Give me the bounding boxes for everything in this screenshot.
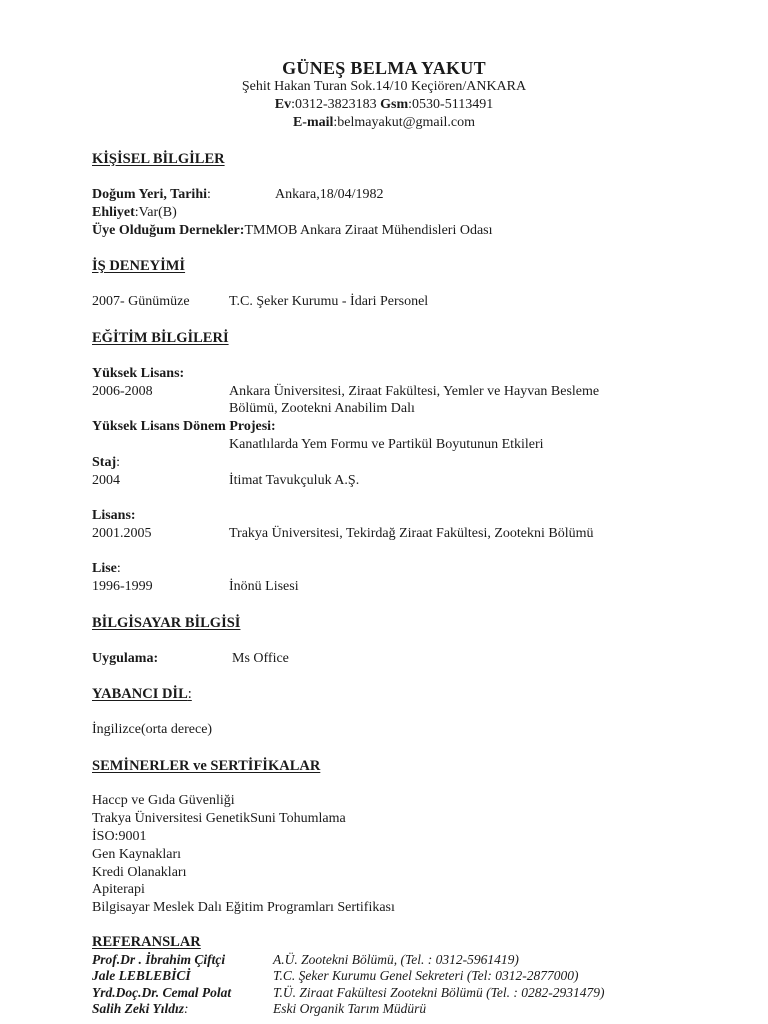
ms-school: Ankara Üniversitesi, Ziraat Fakültesi, Yemler ve Hayvan Besleme (229, 384, 600, 399)
reference-name: Jale LEBLEBİCİ (92, 968, 191, 983)
internship-colon: : (116, 455, 121, 470)
birth-colon: : (207, 187, 211, 202)
ms-years: 2006-2008 (92, 384, 153, 399)
ba-label: Lisans: (92, 508, 136, 523)
license-value: :Var(B) (134, 205, 177, 220)
reference-desc: Eski Organik Tarım Müdürü (273, 1001, 427, 1016)
seminar-item: Trakya Üniversitesi GenetikSuni Tohumlama (92, 811, 346, 826)
gsm-phone: :0530-5113491 (408, 97, 494, 112)
birth-value: Ankara,18/04/1982 (275, 187, 384, 202)
reference-name: Yrd.Doç.Dr. Cemal Polat (92, 985, 232, 1000)
highschool-years: 1996-1999 (92, 579, 153, 594)
reference-name: Prof.Dr . İbrahim Çiftçi (92, 952, 226, 967)
seminar-item: Gen Kaynakları (92, 847, 182, 862)
association-label: Üye Olduğum Dernekler: (92, 223, 245, 238)
gsm-label: Gsm (380, 97, 409, 112)
internship-line (92, 455, 120, 471)
section-heading-computer: BİLGİSAYAR BİLGİSİ (92, 615, 241, 631)
association-value: TMMOB Ankara Ziraat Mühendisleri Odası (244, 223, 493, 238)
internship-label: Staj (92, 455, 117, 470)
language-value: İngilizce(orta derece) (92, 722, 213, 737)
ba-years: 2001.2005 (92, 526, 152, 541)
seminar-item: Haccp ve Gıda Güvenliği (92, 793, 235, 808)
app-value: Ms Office (232, 651, 289, 666)
cv-name: GÜNEŞ BELMA YAKUT (282, 58, 486, 78)
highschool-colon: : (116, 561, 121, 576)
address: Şehit Hakan Turan Sok.14/10 Keçiören/ANKARA (241, 79, 527, 94)
section-heading-experience: İŞ DENEYİMİ (92, 258, 186, 274)
language-heading-colon: : (187, 686, 192, 702)
experience-position: T.C. Şeker Kurumu - İdari Personel (229, 294, 429, 309)
internship-year: 2004 (92, 473, 120, 488)
app-label: Uygulama: (92, 651, 159, 666)
seminar-item: Apiterapi (92, 882, 145, 897)
email-line (0, 115, 768, 131)
email-label: E-mail (292, 115, 334, 130)
highschool-school: İnönü Lisesi (229, 579, 299, 594)
reference-desc: T.C. Şeker Kurumu Genel Sekreteri (Tel: 0312-2877000) (273, 968, 579, 983)
ms-project-label: Yüksek Lisans Dönem Projesi: (92, 419, 276, 434)
section-heading-references: REFERANSLAR (92, 934, 201, 950)
license-line (92, 205, 177, 221)
ms-label: Yüksek Lisans: (92, 366, 185, 381)
reference-name: Salih Zeki Yıldız (92, 1001, 185, 1016)
reference-name-line (92, 1001, 189, 1017)
reference-name-colon: : (184, 1001, 189, 1016)
seminar-item: Kredi Olanakları (92, 865, 187, 880)
ms-project-value: Kanatlılarda Yem Formu ve Partikül Boyutunun Etkileri (229, 437, 544, 452)
section-heading-personal: KİŞİSEL BİLGİLER (92, 151, 225, 167)
section-heading-language (92, 686, 192, 703)
ms-department: Bölümü, Zootekni Anabilim Dalı (229, 401, 415, 416)
association-line (92, 223, 493, 239)
section-heading-seminars: SEMİNERLER ve SERTİFİKALAR (92, 758, 321, 774)
birth-label: Doğum Yeri, Tarihi (92, 187, 207, 202)
highschool-label: Lise (92, 561, 117, 576)
seminar-item: İSO:9001 (92, 829, 147, 844)
email-value: :belmayakut@gmail.com (333, 115, 476, 130)
reference-desc: T.Ü. Ziraat Fakültesi Zootekni Bölümü (Tel. : 0282-2931479) (273, 985, 605, 1000)
section-heading-education: EĞİTİM BİLGİLERİ (92, 330, 229, 346)
experience-period: 2007- Günümüze (92, 294, 190, 309)
phone-line (0, 97, 768, 113)
highschool-line (92, 561, 121, 577)
reference-desc: A.Ü. Zootekni Bölümü, (Tel. : 0312-5961419) (273, 952, 519, 967)
home-phone: :0312-3823183 (291, 97, 377, 112)
license-label: Ehliyet (92, 205, 135, 220)
birth-line (92, 187, 211, 203)
seminar-item: Bilgisayar Meslek Dalı Eğitim Programları Sertifikası (92, 900, 395, 915)
ba-school: Trakya Üniversitesi, Tekirdağ Ziraat Fakültesi, Zootekni Bölümü (229, 526, 594, 541)
home-phone-label: Ev (274, 97, 292, 112)
language-heading-text: YABANCI DİL (92, 686, 188, 702)
internship-value: İtimat Tavukçuluk A.Ş. (229, 473, 360, 488)
